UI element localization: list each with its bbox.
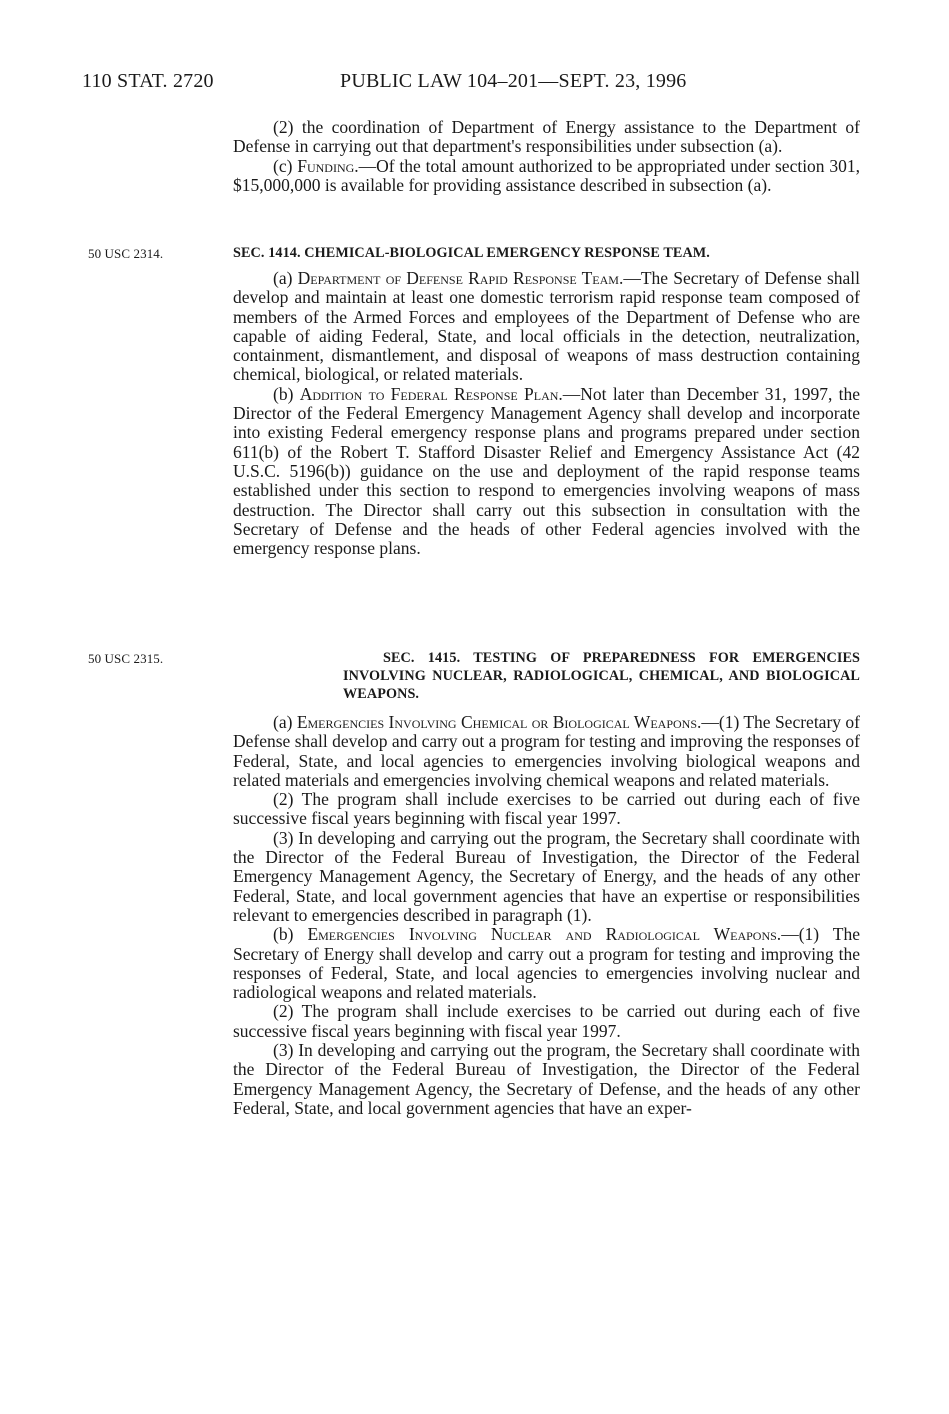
subsection-label: (a)	[273, 268, 298, 288]
subsection-a-chemical-biological	[233, 713, 860, 790]
subsection-b-nuclear-radiological	[233, 925, 860, 1002]
paragraph-a3: (3) In developing and carrying out the program, the Secretary shall coordinate with the Director of the Federal Bureau of Investigation, the Director of the Federal Emergency Management Agency, the Secretary of Energy, and the heads of any other Federal, State, and local government agencies that have an expertise or responsibilities relevant to emergencies described in paragraph (1).	[233, 827, 860, 925]
section-1415	[233, 649, 860, 1118]
paragraph-2-coordination: (2) the coordination of Department of Energy assistance to the Department of Defense in carrying out that department's responsibilities under subsection (a).	[233, 117, 860, 157]
top-continuation	[233, 118, 860, 195]
subsection-label: (b)	[273, 924, 308, 945]
section-number: SEC. 1415.	[383, 650, 461, 666]
subsection-heading: Department of Defense Rapid Response Team.	[297, 268, 624, 288]
paragraph-1: —(1) The Secretary of Defense shall develop and carry out a program for testing and improving the responses of Federal, State, and local agencies to emergencies involving biological weapons and related materials and emergencies involving chemical weapons and related materials.	[233, 712, 860, 790]
subsection-heading: Emergencies Involving Nuclear and Radiological Weapons.	[307, 924, 782, 945]
paragraph-a2: (2) The program shall include exercises to be carried out during each of five successive fiscal years beginning with fiscal year 1997.	[233, 789, 860, 829]
paragraph-1: —(1) The Secretary of Energy shall develop and carry out a program for testing and improving the responses of Federal, State, and local agencies to emergencies involving nuclear and radiological weapons and related materials.	[233, 924, 861, 1003]
section-1415-heading	[233, 649, 860, 703]
paragraph-b3: (3) In developing and carrying out the program, the Secretary shall coordinate with the Director of the Federal Bureau of Investigation, the Director of the Federal Emergency Management Agency, the Secretary of Defense, and the heads of any other Federal, State, and local government agencies that have an exper-	[233, 1040, 860, 1118]
margin-note-usc-2314: 50 USC 2314.	[88, 246, 164, 261]
subsection-heading: Addition to Federal Response Plan.	[299, 383, 563, 404]
subsection-label: (c)	[273, 155, 298, 176]
paragraph-b2: (2) The program shall include exercises to be carried out during each of five successive fiscal years beginning with fiscal year 1997.	[233, 1001, 860, 1041]
margin-note-usc-2315: 50 USC 2315.	[88, 651, 164, 666]
subsection-b-federal-response-plan	[233, 385, 860, 559]
paragraph-c-funding	[233, 157, 860, 196]
subsection-a-rapid-response	[233, 269, 860, 385]
section-number: SEC. 1414.	[233, 245, 301, 261]
section-1414-heading	[233, 244, 860, 262]
section-1414	[233, 244, 860, 558]
public-law-title: PUBLIC LAW 104–201—SEPT. 23, 1996	[340, 70, 687, 92]
subsection-heading: Funding.	[297, 155, 359, 176]
subsection-label: (b)	[273, 383, 300, 404]
subsection-label: (a)	[273, 712, 297, 732]
subsection-text: —The Secretary of Defense shall develop and maintain at least one domestic terrorism rapid response team composed of members of the Armed Forces and employees of the Department of Defense who are capable of aiding Federal, State, and local officials in the detection, neutralization, containment, dismantlement, and disposal of weapons of mass destruction containing chemical, biological, or related materials.	[233, 268, 860, 385]
statute-citation: 110 STAT. 2720	[82, 70, 214, 92]
section-title: CHEMICAL-BIOLOGICAL EMERGENCY RESPONSE TEAM.	[304, 245, 710, 261]
page-header	[82, 70, 782, 96]
subsection-text: —Not later than December 31, 1997, the Director of the Federal Emergency Management Agency shall develop and incorporate into existing Federal emergency response plans and programs prepared under section 611(b) of the Robert T. Stafford Disaster Relief and Emergency Assistance Act (42 U.S.C. 5196(b)) guidance on the use and deployment of the rapid response teams established under this section to respond to emergencies involving weapons of mass destruction. The Director shall carry out this subsection in consultation with the Secretary of Defense and the heads of other Federal agencies involved with the emergency response plans.	[233, 383, 861, 559]
section-title: TESTING OF PREPAREDNESS FOR EMERGENCIES INVOLVING NUCLEAR, RADIOLOGICAL, CHEMICAL, AND BIOLOGICAL WEAPONS.	[343, 650, 860, 702]
subsection-heading: Emergencies Involving Chemical or Biological Weapons.	[296, 712, 702, 732]
subsection-text: —Of the total amount authorized to be appropriated under section 301, $15,000,000 is available for providing assistance described in subsection (a).	[233, 155, 860, 195]
